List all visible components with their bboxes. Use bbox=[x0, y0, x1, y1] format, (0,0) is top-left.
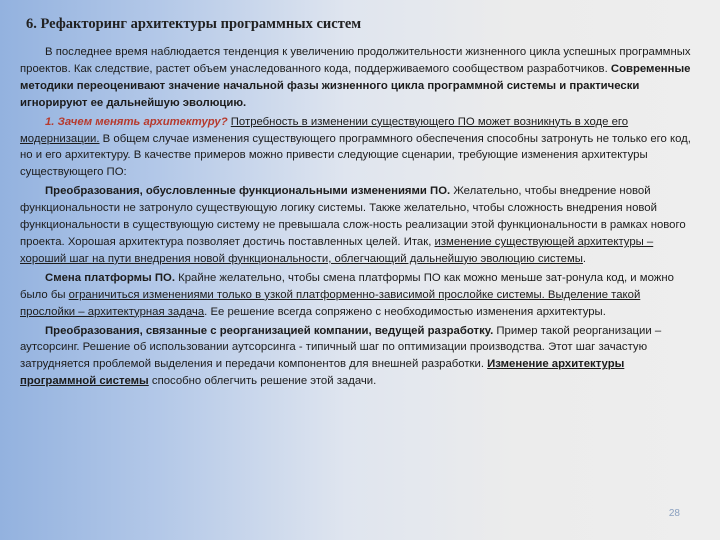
why-change-paragraph bbox=[20, 114, 696, 182]
reorganization-text: Пример такой реорганизации – аутсорсинг. Решение об использовании аутсорсинга - типичный шаг по оптимизации производства. Этот шаг зачастую затрудняется проблемой выделения и передачи компонентов для внешней разработки. bbox=[20, 324, 662, 371]
reorganization-heading: Преобразования, связанные с реорганизацией компании, ведущей разработку. bbox=[45, 324, 494, 337]
platform-change-heading: Смена платформы ПО. bbox=[45, 271, 175, 284]
why-change-underlined: Потребность в изменении существующего ПО может возникнуть в ходе его модернизации. bbox=[20, 115, 629, 145]
functional-changes-text: Желательно, чтобы внедрение новой функциональности не затронуло существующую логику системы. Также желательно, чтобы сложность внедрения новой функциональности в существующую систему не превышала слож-ность реализации этой функциональности в рамках нового проекта. Хорошая архитектура позволяет достичь поставленных целей. Итак, bbox=[20, 185, 686, 248]
reorganization-rest: способно облегчить решение этой задачи. bbox=[148, 375, 377, 388]
platform-change-rest: . Ее решение всегда сопряжено с необходимостью изменения архитектуры. bbox=[204, 305, 606, 318]
why-change-text: В общем случае изменения существующего программного обеспечения способны затронуть не только его код, но и его архитектуру. В качестве примеров можно привести следующие сценарии, требующие изменения архитектуры существующего ПО: bbox=[20, 132, 691, 179]
platform-change-underlined: ограничиться изменениями только в узкой платформенно-зависимой прослойке системы. Выделение такой прослойки – архитектурная задача bbox=[20, 288, 641, 318]
functional-changes-underlined: изменение существующей архитектуры – хороший шаг на пути внедрения новой функциональности, облегчающий дальнейшую эволюцию системы bbox=[20, 235, 654, 265]
reorganization-emphasis: Изменение архитектуры программной системы bbox=[20, 358, 625, 388]
reorganization-paragraph bbox=[20, 323, 696, 391]
intro-paragraph bbox=[20, 44, 696, 112]
slide-body bbox=[20, 44, 696, 390]
intro-emphasis: Современные методики переоценивают значение начальной фазы жизненного цикла программной системы и практически игнорируют ее дальнейшую эволюцию. bbox=[20, 62, 691, 109]
slide-title: 6. Рефакторинг архитектуры программных систем bbox=[26, 16, 362, 32]
platform-change-text: Крайне желательно, чтобы смена платформы ПО как можно меньше зат-ронула код, и можно было бы bbox=[20, 271, 674, 301]
period: . bbox=[582, 252, 587, 265]
functional-changes-heading: Преобразования, обусловленные функциональными изменениями ПО. bbox=[45, 185, 451, 198]
functional-changes-paragraph bbox=[20, 183, 696, 268]
platform-change-paragraph bbox=[20, 270, 696, 321]
intro-text: В последнее время наблюдается тенденция к увеличению продолжительности жизненного цикла успешных программных проектов. Как следствие, растет объем унаследованного кода, поддерживаемого сообществом разработчиков. bbox=[20, 46, 691, 75]
page-number: 28 bbox=[668, 508, 680, 519]
section-heading-why-change: 1. Зачем менять архитектуру? bbox=[45, 115, 228, 128]
